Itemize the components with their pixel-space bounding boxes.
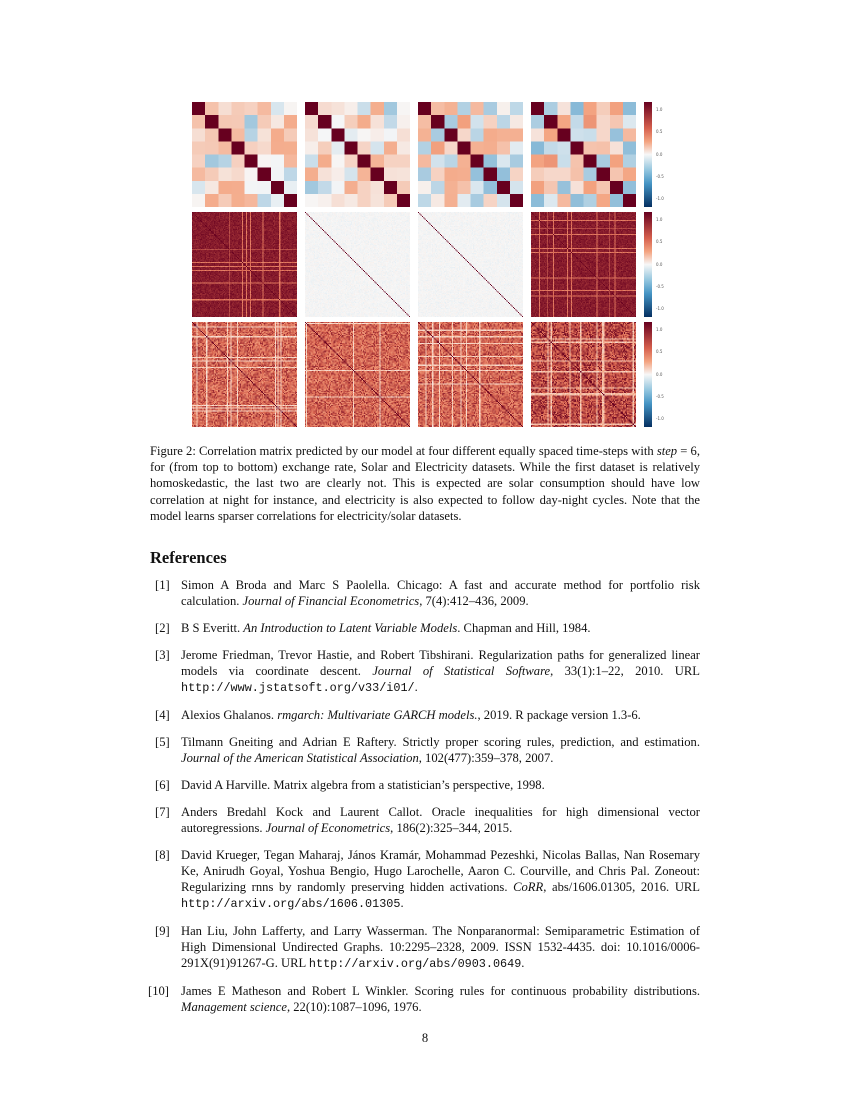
reference-number: [2]	[155, 621, 170, 635]
heatmap-exchange-t4	[531, 102, 636, 207]
reference-text: , abs/1606.01305, 2016. URL	[543, 880, 701, 894]
reference-text: .	[400, 896, 404, 911]
colorbar-exchange	[644, 102, 652, 207]
caption-math-step: step	[656, 444, 678, 458]
heatmap-exchange-t1	[192, 102, 297, 207]
reference-venue: CoRR	[513, 880, 544, 894]
reference-number: [7]	[155, 804, 170, 819]
reference-number: [8]	[155, 847, 170, 862]
reference-text: David Krueger, Tegan Maharaj, János Kramár, Mohammad Pezeshki, Nicolas Ballas, Nan Rosemary Ke, Anirudh Goyal, Yoshua Bengio, Hugo Larochelle, Aaron C. Courville, and Chris Pal. Zoneout: Regularizing rnns by randomly preserving hidden activations.	[181, 847, 700, 894]
reference-venue: Journal of the American Statistical Association	[181, 751, 419, 765]
references-heading: References	[150, 548, 227, 567]
colorbar-tick-label: 1.0	[656, 217, 663, 222]
reference-text: , 33(1):1–22, 2010. URL	[550, 664, 700, 678]
reference-text: , 186(2):325–344, 2015.	[390, 820, 513, 835]
reference-url[interactable]: http://arxiv.org/abs/1606.01305	[181, 897, 401, 912]
reference-item	[150, 620, 700, 636]
reference-number: [3]	[155, 647, 170, 662]
reference-url[interactable]: http://arxiv.org/abs/0903.0649	[308, 957, 522, 972]
reference-text: , 7(4):412–436, 2009.	[419, 594, 529, 609]
reference-text: , 2019. R package version 1.3-6.	[477, 708, 641, 722]
figure-caption	[150, 443, 700, 524]
caption-math-eq: = 6	[677, 444, 697, 458]
heatmap-solar-t1	[192, 212, 297, 317]
heatmap-exchange-t3	[418, 102, 523, 207]
reference-url[interactable]: http://www.jstatsoft.org/v33/i01/	[181, 681, 415, 696]
colorbar-tick-label: 0.5	[656, 349, 663, 355]
heatmap-solar-t2	[305, 212, 410, 317]
reference-text: .	[414, 680, 418, 695]
reference-venue: Journal of Statistical Software	[372, 664, 551, 678]
reference-item	[150, 577, 700, 609]
reference-text: . Chapman and Hill, 1984.	[457, 621, 591, 635]
reference-number: [10]	[148, 984, 169, 999]
heatmap-electricity-t1	[192, 322, 297, 427]
reference-item	[150, 923, 700, 973]
reference-number: [9]	[155, 924, 170, 938]
colorbar-tick-label: 1.0	[656, 107, 663, 112]
reference-text: Han Liu, John Lafferty, and Larry Wasserman. The Nonparanormal: Semiparametric Estimation of High Dimensional Undirected Graphs. 10:2295–2328, 2009. ISSN 1532-4435. doi: 10.1016/0006-291X(91)91267-G. URL	[181, 924, 700, 971]
colorbar-tick-label: -1.0	[656, 416, 664, 421]
reference-number: [4]	[155, 708, 170, 722]
reference-item	[150, 707, 700, 723]
reference-venue: Journal of Econometrics	[265, 820, 391, 835]
heatmap-electricity-t3	[418, 322, 523, 427]
page-number: 8	[421, 1031, 429, 1045]
colorbar-electricity	[644, 322, 652, 427]
reference-text: B S Everitt.	[181, 621, 244, 635]
reference-venue: Management science	[181, 1000, 287, 1015]
reference-text: Simon A Broda and Marc S Paolella. Chicago: A fast and accurate method for portfolio risk calculation.	[181, 578, 700, 609]
reference-item	[150, 647, 700, 697]
colorbar-tick-label: 0.5	[656, 129, 663, 135]
reference-text: James E Matheson and Robert L Winkler. Scoring rules for continuous probability distributions.	[181, 984, 700, 999]
colorbar-tick-label: -1.0	[656, 306, 664, 311]
heatmap-electricity-t4	[531, 322, 636, 427]
reference-item	[150, 847, 700, 913]
reference-venue: Journal of Financial Econometrics	[242, 594, 420, 609]
figure-2-correlation-matrices	[190, 100, 670, 430]
colorbar-tick-label: -0.5	[656, 283, 664, 289]
reference-venue: rmgarch: Multivariate GARCH models.	[277, 708, 478, 722]
caption-text-post: , for (from top to bottom) exchange rate, Solar and Electricity datasets. While the first dataset is relatively homoskedastic, the last two are clearly not. This is expected are solar consumption should have low correlation at night for instance, and electricity is also expected to follow day-night cycles. Note that the model learns sparser correlations for electricity/solar datasets.	[150, 444, 700, 523]
reference-item	[150, 777, 700, 793]
reference-number: [6]	[155, 777, 170, 792]
colorbar-tick-label: 1.0	[656, 327, 663, 332]
reference-number: [5]	[155, 734, 170, 749]
colorbar-solar	[644, 212, 652, 317]
reference-text: Anders Bredahl Kock and Laurent Callot. Oracle inequalities for high dimensional vector autoregressions.	[181, 804, 700, 835]
colorbar-tick-label: -0.5	[656, 173, 664, 179]
colorbar-tick-label: 0.0	[656, 261, 663, 267]
reference-text: Jerome Friedman, Trevor Hastie, and Robert Tibshirani. Regularization paths for generalized linear models via coordinate descent.	[181, 647, 700, 678]
reference-text: Tilmann Gneiting and Adrian E Raftery. Strictly proper scoring rules, prediction, and estimation.	[181, 734, 700, 749]
colorbar-tick-label: -1.0	[656, 196, 664, 201]
reference-text: , 102(477):359–378, 2007.	[418, 751, 554, 765]
heatmap-solar-t4	[531, 212, 636, 317]
reference-item	[150, 734, 700, 766]
references-list	[150, 577, 700, 1026]
reference-text: David A Harville. Matrix algebra from a statistician’s perspective, 1998.	[181, 777, 545, 792]
reference-item	[150, 983, 700, 1015]
reference-text: Alexios Ghalanos.	[181, 708, 278, 722]
heatmap-exchange-t2	[305, 102, 410, 207]
reference-number: [1]	[155, 578, 170, 592]
colorbar-tick-label: 0.0	[656, 371, 663, 377]
colorbar-tick-label: -0.5	[656, 393, 664, 399]
colorbar-tick-label: 0.0	[656, 151, 663, 157]
reference-venue: An Introduction to Latent Variable Models	[243, 621, 458, 635]
reference-text: , 22(10):1087–1096, 1976.	[286, 1000, 422, 1015]
figure-label: Figure 2:	[150, 444, 196, 458]
heatmap-electricity-t2	[305, 322, 410, 427]
reference-item	[150, 804, 700, 836]
heatmap-solar-t3	[418, 212, 523, 317]
reference-text: .	[521, 956, 525, 971]
caption-text-pre: Correlation matrix predicted by our model at four different equally spaced time-steps with	[199, 444, 654, 458]
colorbar-tick-label: 0.5	[656, 239, 663, 245]
